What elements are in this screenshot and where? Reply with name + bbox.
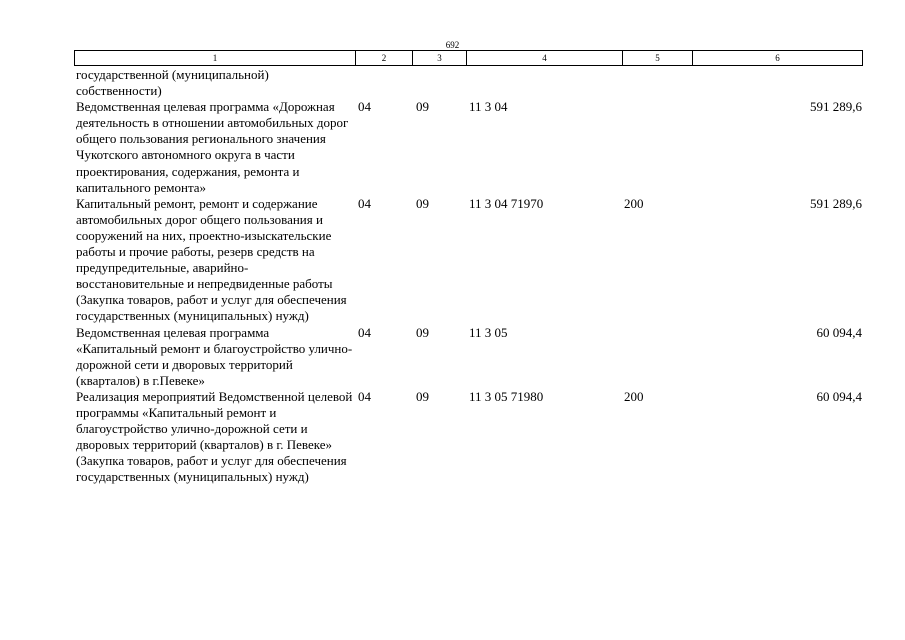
header-col-4: 4 bbox=[467, 51, 623, 66]
row-expense-type: 200 bbox=[624, 195, 644, 211]
row-target-article bbox=[466, 67, 622, 99]
row-name: государственной (муниципальной) собственности) bbox=[76, 67, 269, 99]
header-col-1: 1 bbox=[75, 51, 356, 66]
row-expense-type bbox=[622, 99, 692, 196]
table-row bbox=[74, 99, 862, 196]
row-target-article: 11 3 05 bbox=[469, 324, 508, 340]
row-subsection: 09 bbox=[416, 324, 429, 340]
row-name: Реализация мероприятий Ведомственной целевой программы «Капитальный ремонт и благоустройство улично-дорожной сети и дворовых территорий (кварталов) в г. Певеке» (Закупка товаров, работ и услуг для обеспечения государственных (муниципальных) нужд) bbox=[76, 388, 353, 485]
row-section: 04 bbox=[358, 388, 371, 404]
row-expense-type bbox=[622, 67, 692, 99]
row-amount: 60 094,4 bbox=[816, 324, 862, 340]
row-target-article: 11 3 04 71970 bbox=[469, 195, 544, 211]
budget-table bbox=[74, 67, 862, 485]
header-col-2: 2 bbox=[356, 51, 413, 66]
row-name: Капитальный ремонт, ремонт и содержание автомобильных дорог общего пользования и сооружений на них, проектно-изыскательские работы и прочие работы, резерв средств на предупредительные, аварийно-восстановительные и непредвиденные работы (Закупка товаров, работ и услуг для обеспечения государственных (муниципальных) нужд) bbox=[76, 195, 347, 324]
row-target-article: 11 3 05 71980 bbox=[469, 388, 544, 404]
row-subsection: 09 bbox=[416, 388, 429, 404]
row-name: Ведомственная целевая программа «Дорожная деятельность в отношении автомобильных дорог общего пользования регионального значения Чукотского автономного округа в части проектирования, содержания, ремонта и капитального ремонта» bbox=[76, 99, 349, 195]
row-section: 04 bbox=[358, 324, 371, 340]
row-target-article: 11 3 04 bbox=[469, 99, 508, 115]
table-row bbox=[74, 389, 862, 486]
row-amount: 591 289,6 bbox=[810, 195, 862, 211]
table-row bbox=[74, 196, 862, 325]
table-row bbox=[74, 325, 862, 389]
table-row bbox=[74, 67, 862, 99]
row-amount bbox=[692, 67, 862, 99]
row-subsection: 09 bbox=[416, 195, 429, 211]
column-number-header bbox=[74, 50, 863, 66]
row-expense-type: 200 bbox=[624, 388, 644, 404]
row-name: Ведомственная целевая программа «Капитальный ремонт и благоустройство улично-дорожной сети и дворовых территорий (кварталов) в г.Певеке» bbox=[76, 324, 353, 388]
row-amount: 591 289,6 bbox=[810, 99, 862, 115]
header-col-3: 3 bbox=[413, 51, 467, 66]
row-section: 04 bbox=[358, 99, 371, 115]
row-subsection bbox=[412, 67, 466, 99]
row-section: 04 bbox=[358, 195, 371, 211]
header-row bbox=[75, 51, 863, 66]
row-amount: 60 094,4 bbox=[816, 388, 862, 404]
row-section bbox=[355, 67, 412, 99]
row-subsection: 09 bbox=[416, 99, 429, 115]
row-expense-type bbox=[622, 325, 692, 389]
header-col-6: 6 bbox=[693, 51, 863, 66]
page-number: 692 bbox=[445, 40, 460, 50]
header-col-5: 5 bbox=[623, 51, 693, 66]
